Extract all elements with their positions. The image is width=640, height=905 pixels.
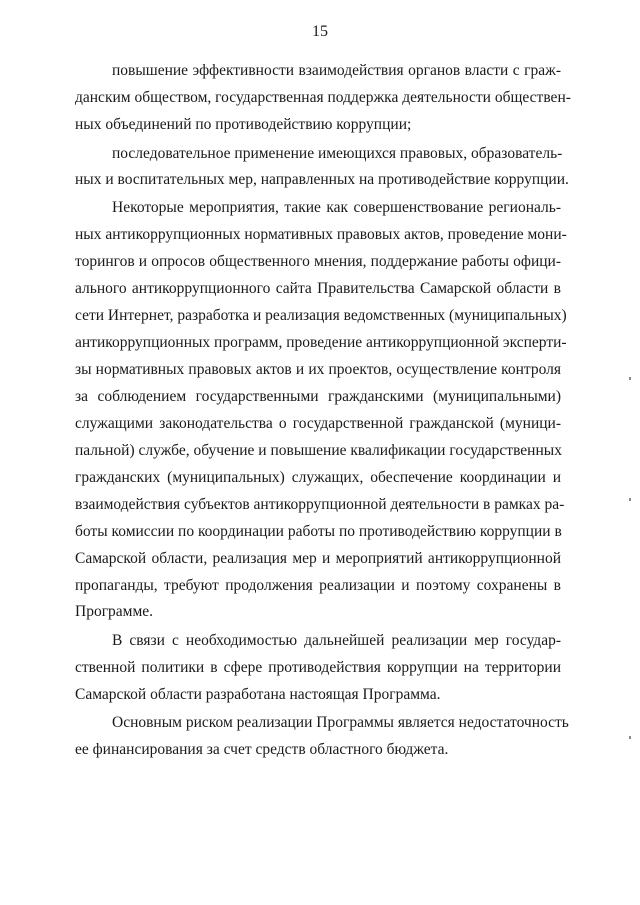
text-line: Самарской области разработана настоящая Программа.: [75, 686, 441, 703]
text-line: сети Интернет, разработка и реализация ведомственных (муниципальных): [75, 307, 567, 324]
text-line: ее финансирования за счет средств областного бюджета.: [75, 741, 449, 758]
text-line: боты комиссии по координации работы по противодействию коррупции в: [75, 523, 562, 540]
text-line: гражданских (муниципальных) служащих, обеспечение координации и: [75, 469, 561, 486]
text-line: последовательное применение имеющихся правовых, образователь-: [112, 145, 563, 162]
text-line: торингов и опросов общественного мнения, поддержание работы офици-: [75, 253, 561, 270]
text-line: Некоторые мероприятия, такие как совершенствование региональ-: [112, 199, 561, 216]
scan-mark: [629, 736, 631, 739]
text-line: ных объединений по противодействию коррупции;: [75, 116, 412, 133]
text-line: данским обществом, государственная поддержка деятельности обществен-: [75, 89, 571, 106]
text-line: антикоррупционных программ, проведение антикоррупционной эксперти-: [75, 334, 567, 351]
text-line: взаимодействия субъектов антикоррупционной деятельности в рамках ра-: [75, 496, 565, 513]
text-line: Самарской области, реализация мер и мероприятий антикоррупционной: [75, 550, 561, 567]
text-line: Основным риском реализации Программы является недостаточность: [112, 714, 569, 731]
scan-mark: [629, 377, 631, 380]
text-line: ных антикоррупционных нормативных правовых актов, проведение мони-: [75, 226, 567, 243]
text-line: пропаганды, требуют продолжения реализации и поэтому сохранены в: [75, 577, 561, 594]
text-line: зы нормативных правовых актов и их проектов, осуществление контроля: [75, 361, 561, 378]
text-line: повышение эффективности взаимодействия органов власти с граж-: [112, 62, 561, 79]
text-line: служащими законодательства о государственной гражданской (муници-: [75, 415, 561, 432]
page-number: 15: [312, 23, 328, 40]
text-line: Программе.: [75, 603, 154, 620]
scan-mark: [629, 498, 631, 501]
text-line: ального антикоррупционного сайта Правительства Самарской области в: [75, 280, 561, 297]
text-line: за соблюдением государственными гражданскими (муниципальными): [75, 388, 561, 405]
text-line: ных и воспитательных мер, направленных на противодействие коррупции.: [75, 171, 569, 188]
text-line: В связи с необходимостью дальнейшей реализации мер государ-: [112, 632, 561, 649]
text-line: ственной политики в сфере противодействия коррупции на территории: [75, 659, 561, 676]
text-line: пальной) службе, обучение и повышение квалификации государственных: [75, 442, 562, 459]
